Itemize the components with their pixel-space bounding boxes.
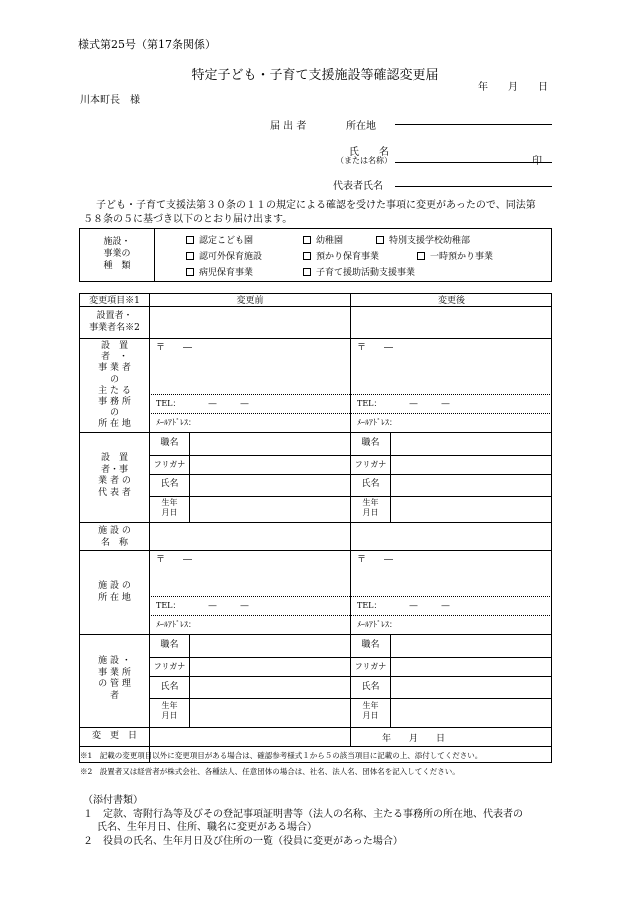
birthdate-label [150, 701, 189, 721]
sub-divider [189, 634, 190, 727]
label-line: 設 置 [100, 341, 128, 351]
label-line: 生年 [161, 498, 178, 507]
label-line: 月日 [161, 508, 178, 517]
tel-after[interactable]: TEL： ― ― [357, 601, 450, 610]
option-label: 病児保育事業 [199, 268, 254, 278]
row-line [149, 474, 552, 475]
mail-before[interactable]: ﾒｰﾙｱﾄﾞﾚｽ： [156, 418, 196, 427]
row-line [79, 634, 552, 635]
facility-type-label-2: 事業の [103, 249, 131, 259]
label-line: 月日 [362, 711, 379, 720]
name-sub-label: （または名称） [336, 156, 392, 165]
change-date-label: 変 更 日 [91, 731, 137, 741]
option-label: 子育て援助活動支援事業 [316, 268, 416, 278]
mail-after[interactable]: ﾒｰﾙｱﾄﾞﾚｽ： [357, 620, 397, 629]
label-line: の [109, 374, 119, 385]
label-line: 月日 [161, 711, 178, 720]
col-divider-mid [350, 293, 351, 746]
dotted-line [149, 615, 552, 616]
checkbox-option[interactable] [303, 249, 379, 262]
checkbox-option[interactable] [376, 233, 470, 246]
row-line [79, 727, 552, 728]
label-line: 者・事 [100, 464, 128, 475]
label-line: 事業者名※2 [89, 323, 140, 333]
mail-after[interactable]: ﾒｰﾙｱﾄﾞﾚｽ： [357, 418, 397, 427]
address-input-line[interactable] [395, 124, 552, 125]
attachment-item-2: ２ 役員の氏名、生年月日及び住所の一覧（役員に変更があった場合） [83, 836, 403, 847]
row-line [149, 657, 552, 658]
birthdate-label [351, 701, 390, 721]
name-label: 氏名 [160, 682, 179, 692]
checkbox-icon[interactable] [303, 236, 311, 244]
checkbox-icon[interactable] [186, 268, 194, 276]
checkbox-icon[interactable] [303, 268, 311, 276]
label-line: 設 置 [100, 453, 128, 463]
col-header-before: 変更前 [236, 296, 264, 306]
change-date-field[interactable]: 年 月 日 [382, 734, 446, 744]
job-label: 職名 [361, 640, 380, 650]
name-label: 氏名 [361, 682, 380, 692]
checkbox-option[interactable] [186, 249, 262, 262]
birthdate-label [150, 498, 189, 518]
postal-after[interactable]: 〒 ― [357, 555, 394, 565]
label-line: 者 ・ [100, 352, 128, 363]
row-label-representative [80, 453, 149, 499]
option-label: 幼稚園 [316, 236, 344, 246]
row-label-manager [80, 656, 149, 702]
representative-label: 代表者氏名 [333, 181, 383, 192]
checkbox-option[interactable] [303, 265, 415, 278]
checkbox-option[interactable] [186, 233, 253, 246]
row-label-office-address [80, 341, 149, 431]
name-input-line[interactable] [395, 162, 552, 163]
row-line [79, 522, 552, 523]
tel-before[interactable]: TEL： ― ― [156, 601, 249, 610]
tel-before[interactable]: TEL： ― ― [156, 399, 249, 408]
furigana-label: フリガナ [354, 662, 387, 671]
option-label: 特別支援学校幼稚部 [389, 236, 471, 246]
label-line: 施 設 ・ [98, 656, 131, 666]
row-line [149, 455, 552, 456]
job-label: 職名 [361, 438, 380, 448]
checkbox-icon[interactable] [303, 252, 311, 260]
date-field[interactable]: 年 月 日 [478, 82, 548, 93]
label-line: 設置者・ [96, 311, 133, 321]
label-line: 事 務 所 [98, 397, 131, 408]
col-header-item: 変更項目※1 [89, 296, 140, 306]
dotted-line [149, 596, 552, 597]
tel-after[interactable]: TEL： ― ― [357, 399, 450, 408]
label-line: 所 在 地 [98, 593, 131, 603]
label-line: の [109, 408, 119, 419]
dotted-line [149, 413, 552, 414]
postal-before[interactable]: 〒 ― [156, 343, 193, 353]
label-line: 月日 [362, 508, 379, 517]
option-label: 預かり保育事業 [316, 252, 380, 262]
label-line: 事 業 所 [98, 667, 131, 678]
sub-divider [390, 634, 391, 727]
postal-after[interactable]: 〒 ― [357, 343, 394, 353]
page-title: 特定子ども・子育て支援施設等確認変更届 [191, 68, 439, 83]
label-line: 者 [109, 690, 119, 701]
facility-type-label [80, 236, 154, 272]
address-label: 所在地 [346, 121, 376, 132]
attachment-item-1-cont: 氏名、生年月日、住所、職名に変更がある場合） [97, 822, 317, 833]
dotted-line [149, 394, 552, 395]
name-label: 氏 名 [349, 147, 389, 158]
job-label: 職名 [160, 640, 179, 650]
postal-before[interactable]: 〒 ― [156, 555, 193, 565]
label-line: 所 在 地 [98, 419, 131, 430]
checkbox-option[interactable] [303, 233, 343, 246]
label-line: 主 た る [98, 385, 131, 396]
checkbox-icon[interactable] [186, 236, 194, 244]
birthdate-label [351, 498, 390, 518]
label-line: 代 表 者 [98, 487, 131, 498]
label-line: 施 設 の [98, 526, 131, 536]
seal-mark: 印 [532, 156, 542, 167]
row-label-operator-name [80, 310, 149, 334]
label-line: の 管 理 [98, 679, 131, 689]
notifier-label: 届 出 者 [270, 121, 307, 132]
label-line: 事 業 者 [98, 363, 131, 374]
body-text-line1: 子ども・子育て支援法第３０条の１１の規定による確認を受けた事項に変更があったので、同法第 [96, 200, 536, 211]
checkbox-icon[interactable] [186, 252, 194, 260]
row-line [79, 746, 552, 747]
checkbox-icon[interactable] [417, 252, 425, 260]
row-line [149, 676, 552, 677]
option-label: 一時預かり事業 [430, 252, 494, 262]
checkbox-icon[interactable] [376, 236, 384, 244]
mail-before[interactable]: ﾒｰﾙｱﾄﾞﾚｽ： [156, 620, 196, 629]
representative-input-line[interactable] [395, 186, 552, 187]
row-line [79, 338, 552, 339]
checkbox-option[interactable] [417, 249, 493, 262]
attachment-item-1: １ 定款、寄附行為等及びその登記事項証明書等（法人の名称、主たる事務所の所在地、代表者の [83, 809, 523, 820]
label-line: 生年 [362, 498, 379, 507]
option-label: 認定こども園 [199, 236, 254, 246]
furigana-label: フリガナ [153, 460, 186, 469]
sub-divider [189, 432, 190, 522]
addressee: 川本町長 様 [80, 95, 140, 106]
attachments-heading: （添付書類） [83, 795, 143, 806]
row-line [79, 550, 552, 551]
label-line: 名 称 [100, 538, 128, 548]
furigana-label: フリガナ [354, 460, 387, 469]
facility-type-label-1: 施設・ [103, 237, 131, 247]
label-line: 施 設 の [98, 581, 131, 591]
form-number: 様式第25号（第17条関係） [78, 38, 216, 51]
job-label: 職名 [160, 438, 179, 448]
note-1: ※1 記載の変更項目以外に変更項目がある場合は、確認参考様式１から５の該当項目に記載の上、添付してください。 [80, 751, 483, 760]
option-label: 認可外保育施設 [199, 252, 263, 262]
label-line: 業 者 の [98, 476, 131, 486]
label-line: 生年 [161, 701, 178, 710]
row-label-facility-name [80, 525, 149, 549]
row-line [149, 698, 552, 699]
row-line [149, 496, 552, 497]
name-label: 氏名 [361, 479, 380, 489]
sub-divider [390, 432, 391, 522]
furigana-label: フリガナ [153, 662, 186, 671]
checkbox-option[interactable] [186, 265, 253, 278]
label-line: 生年 [362, 701, 379, 710]
row-label-facility-address [80, 580, 149, 604]
col-header-after: 変更後 [437, 296, 465, 306]
body-text-line2: ５８条の５に基づき以下のとおり届け出ます。 [83, 214, 293, 225]
facility-type-label-3: 種 類 [103, 261, 131, 271]
note-2: ※2 設置者又は経営者が株式会社、各種法人、任意団体の場合は、社名、法人名、団体名を記入してください。 [80, 767, 460, 776]
facility-type-divider [154, 228, 155, 282]
name-label: 氏名 [160, 479, 179, 489]
row-line [79, 432, 552, 433]
